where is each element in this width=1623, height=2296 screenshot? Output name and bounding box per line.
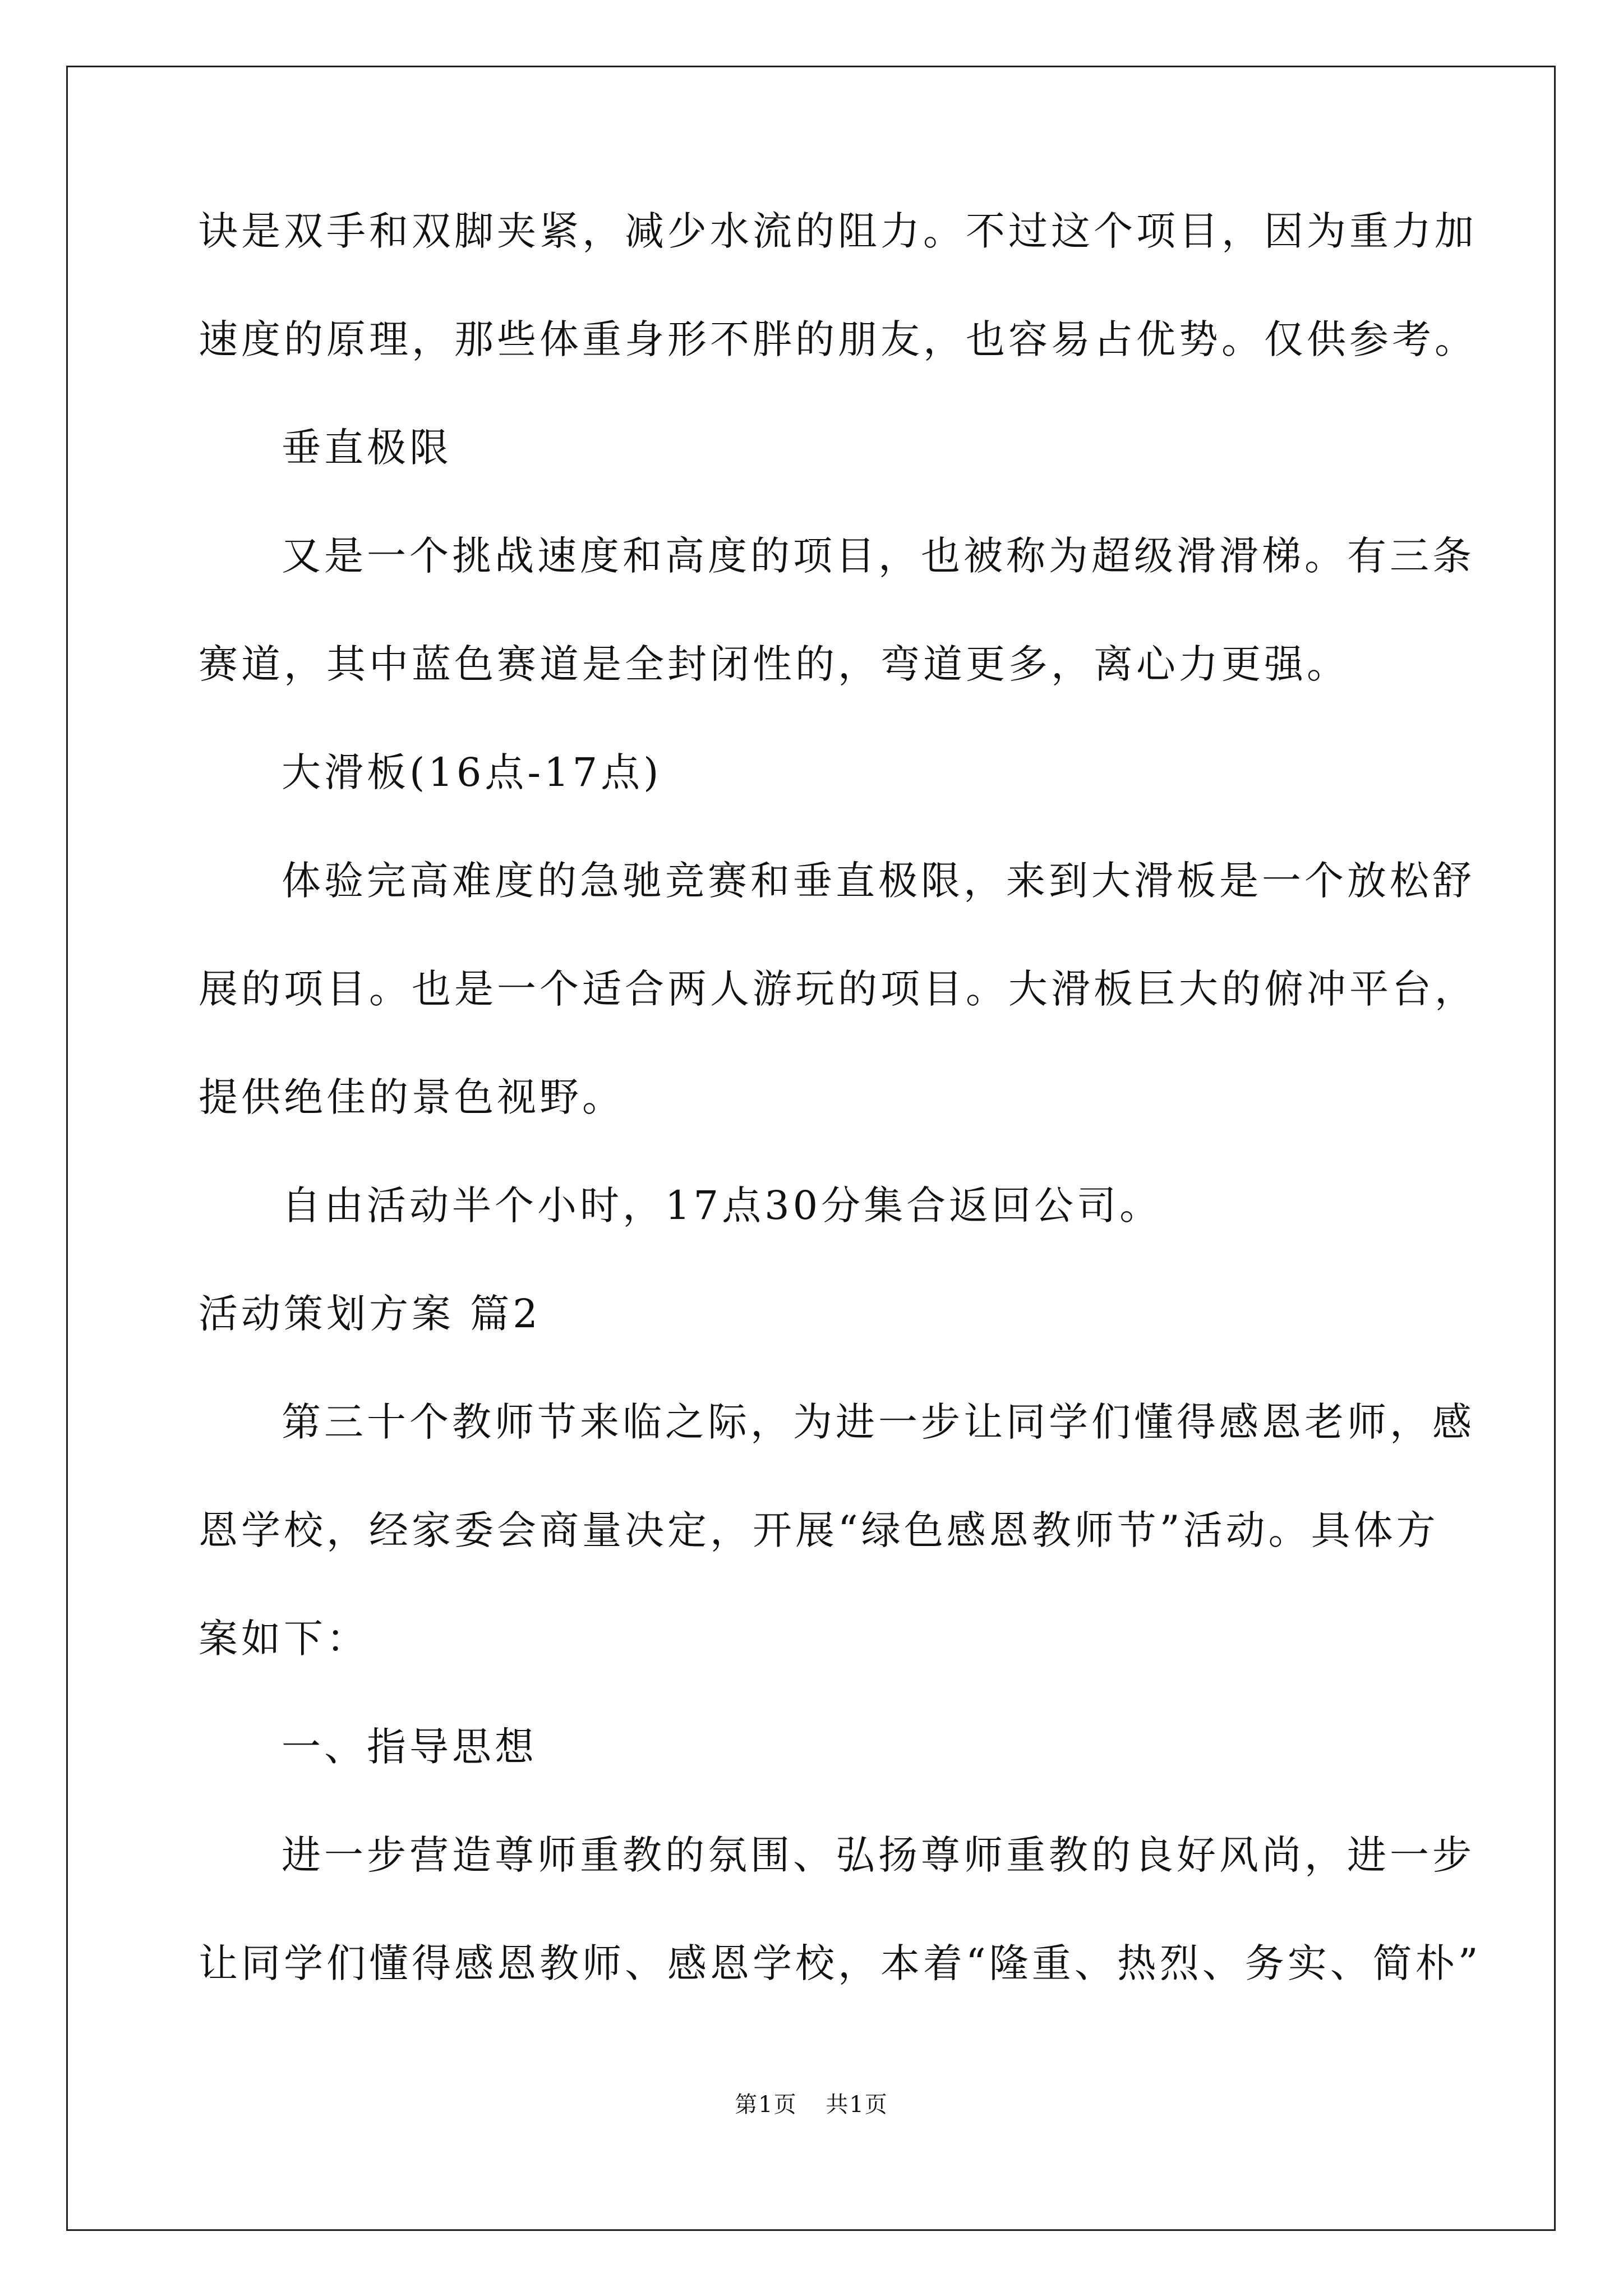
paragraph-line: 让同学们懂得感恩教师、感恩学校，本着“隆重、热烈、务实、简朴” — [199, 1940, 1482, 1986]
page-number: 第1页 — [735, 2092, 797, 2118]
section-heading: 垂直极限 — [282, 425, 452, 471]
paragraph-line: 展的项目。也是一个适合两人游玩的项目。大滑板巨大的俯冲平台， — [199, 966, 1477, 1012]
paragraph-line: 赛道，其中蓝色赛道是全封闭性的，弯道更多，离心力更强。 — [199, 641, 1349, 687]
page-border — [66, 66, 1556, 2231]
paragraph-line: 自由活动半个小时，17点30分集合返回公司。 — [282, 1182, 1163, 1228]
paragraph-line: 恩学校，经家委会商量决定，开展“绿色感恩教师节”活动。具体方 — [199, 1507, 1439, 1553]
paragraph-line: 提供绝佳的景色视野。 — [199, 1074, 625, 1120]
paragraph-line: 体验完高难度的急驰竞赛和垂直极限，来到大滑板是一个放松舒 — [282, 858, 1475, 904]
section-heading: 一、指导思想 — [282, 1724, 537, 1770]
page-footer — [0, 2091, 1623, 2119]
paragraph-line: 又是一个挑战速度和高度的项目，也被称为超级滑滑梯。有三条 — [282, 533, 1475, 579]
paragraph-line: 案如下： — [199, 1616, 369, 1662]
page-total: 共1页 — [826, 2092, 888, 2118]
article-title: 活动策划方案 篇2 — [199, 1291, 541, 1337]
paragraph-line: 诀是双手和双脚夹紧，减少水流的阻力。不过这个项目，因为重力加 — [199, 208, 1477, 254]
section-heading: 大滑板(16点-17点) — [282, 749, 662, 795]
paragraph-line: 第三十个教师节来临之际，为进一步让同学们懂得感恩老师，感 — [282, 1399, 1475, 1445]
paragraph-line: 进一步营造尊师重教的氛围、弘扬尊师重教的良好风尚，进一步 — [282, 1832, 1475, 1878]
paragraph-line: 速度的原理，那些体重身形不胖的朋友，也容易占优势。仅供参考。 — [199, 316, 1477, 362]
